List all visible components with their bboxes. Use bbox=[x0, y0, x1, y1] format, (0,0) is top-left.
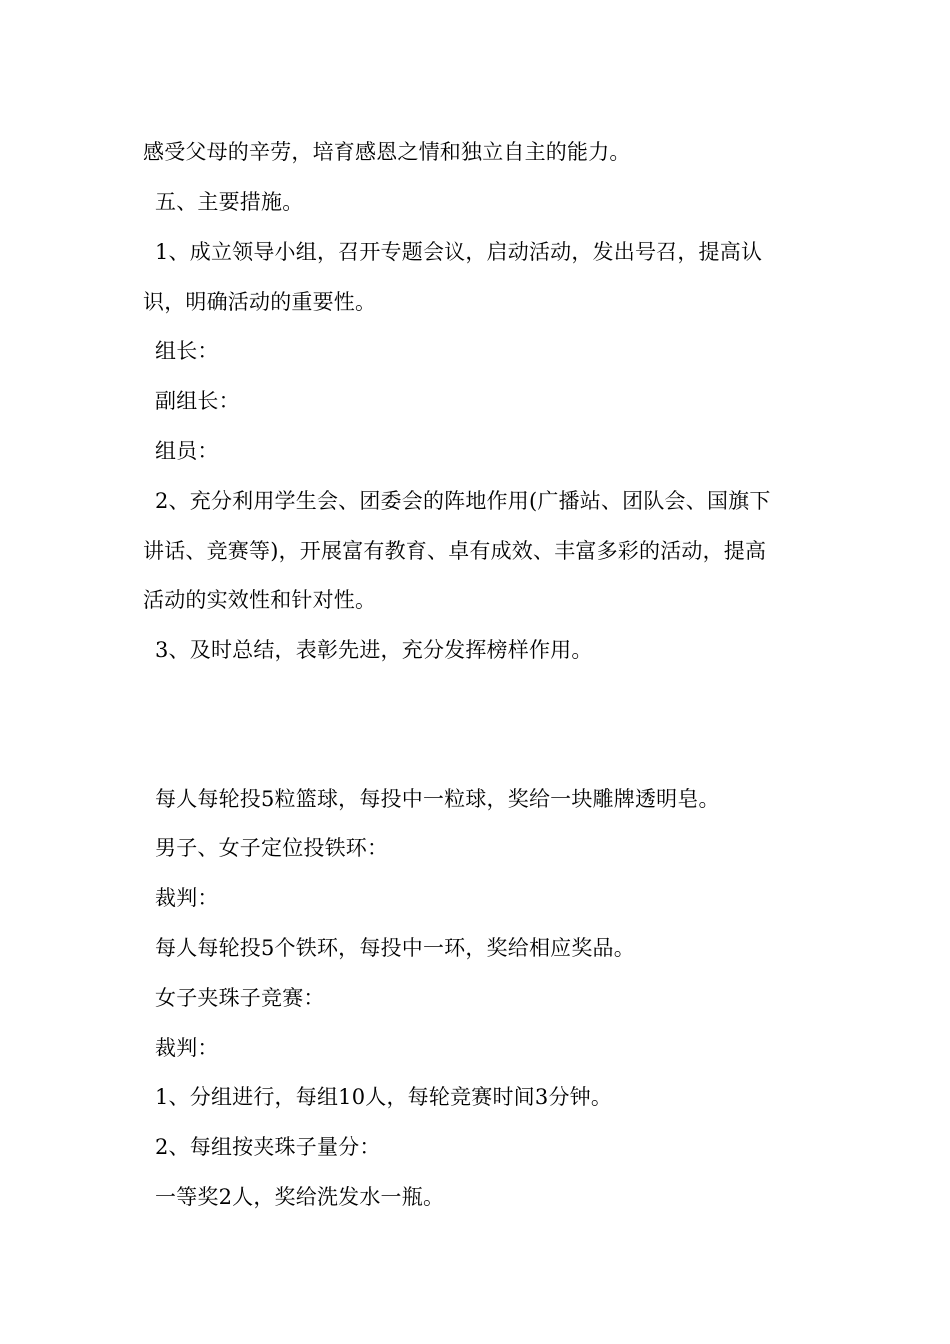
paragraph-line: 识，明确活动的重要性。 bbox=[143, 290, 377, 314]
paragraph-line: 2、每组按夹珠子量分： bbox=[155, 1135, 381, 1159]
paragraph-line: 1、分组进行，每组10人，每轮竞赛时间3分钟。 bbox=[155, 1085, 613, 1109]
paragraph-line: 裁判： bbox=[155, 886, 219, 910]
paragraph-line: 3、及时总结，表彰先进，充分发挥榜样作用。 bbox=[155, 638, 593, 662]
paragraph-line: 组长： bbox=[155, 339, 219, 363]
paragraph-line: 副组长： bbox=[155, 389, 240, 413]
paragraph-line: 感受父母的辛劳，培育感恩之情和独立自主的能力。 bbox=[143, 140, 631, 164]
paragraph-line: 每人每轮投5个铁环，每投中一环，奖给相应奖品。 bbox=[155, 936, 635, 960]
paragraph-line: 讲话、竞赛等)，开展富有教育、卓有成效、丰富多彩的活动，提高 bbox=[143, 539, 767, 563]
paragraph-line: 男子、女子定位投铁环： bbox=[155, 836, 389, 860]
paragraph-line: 组员： bbox=[155, 439, 219, 463]
paragraph-line: 女子夹珠子竞赛： bbox=[155, 986, 325, 1010]
paragraph-line: 活动的实效性和针对性。 bbox=[143, 588, 377, 612]
paragraph-line: 裁判： bbox=[155, 1036, 219, 1060]
section-heading: 五、主要措施。 bbox=[155, 190, 304, 214]
paragraph-line: 1、成立领导小组，召开专题会议，启动活动，发出号召，提高认 bbox=[155, 240, 763, 264]
paragraph-line: 每人每轮投5粒篮球，每投中一粒球，奖给一块雕牌透明皂。 bbox=[155, 787, 720, 811]
paragraph-line: 2、充分利用学生会、团委会的阵地作用(广播站、团队会、国旗下 bbox=[155, 489, 771, 513]
paragraph-line: 一等奖2人，奖给洗发水一瓶。 bbox=[155, 1185, 445, 1209]
